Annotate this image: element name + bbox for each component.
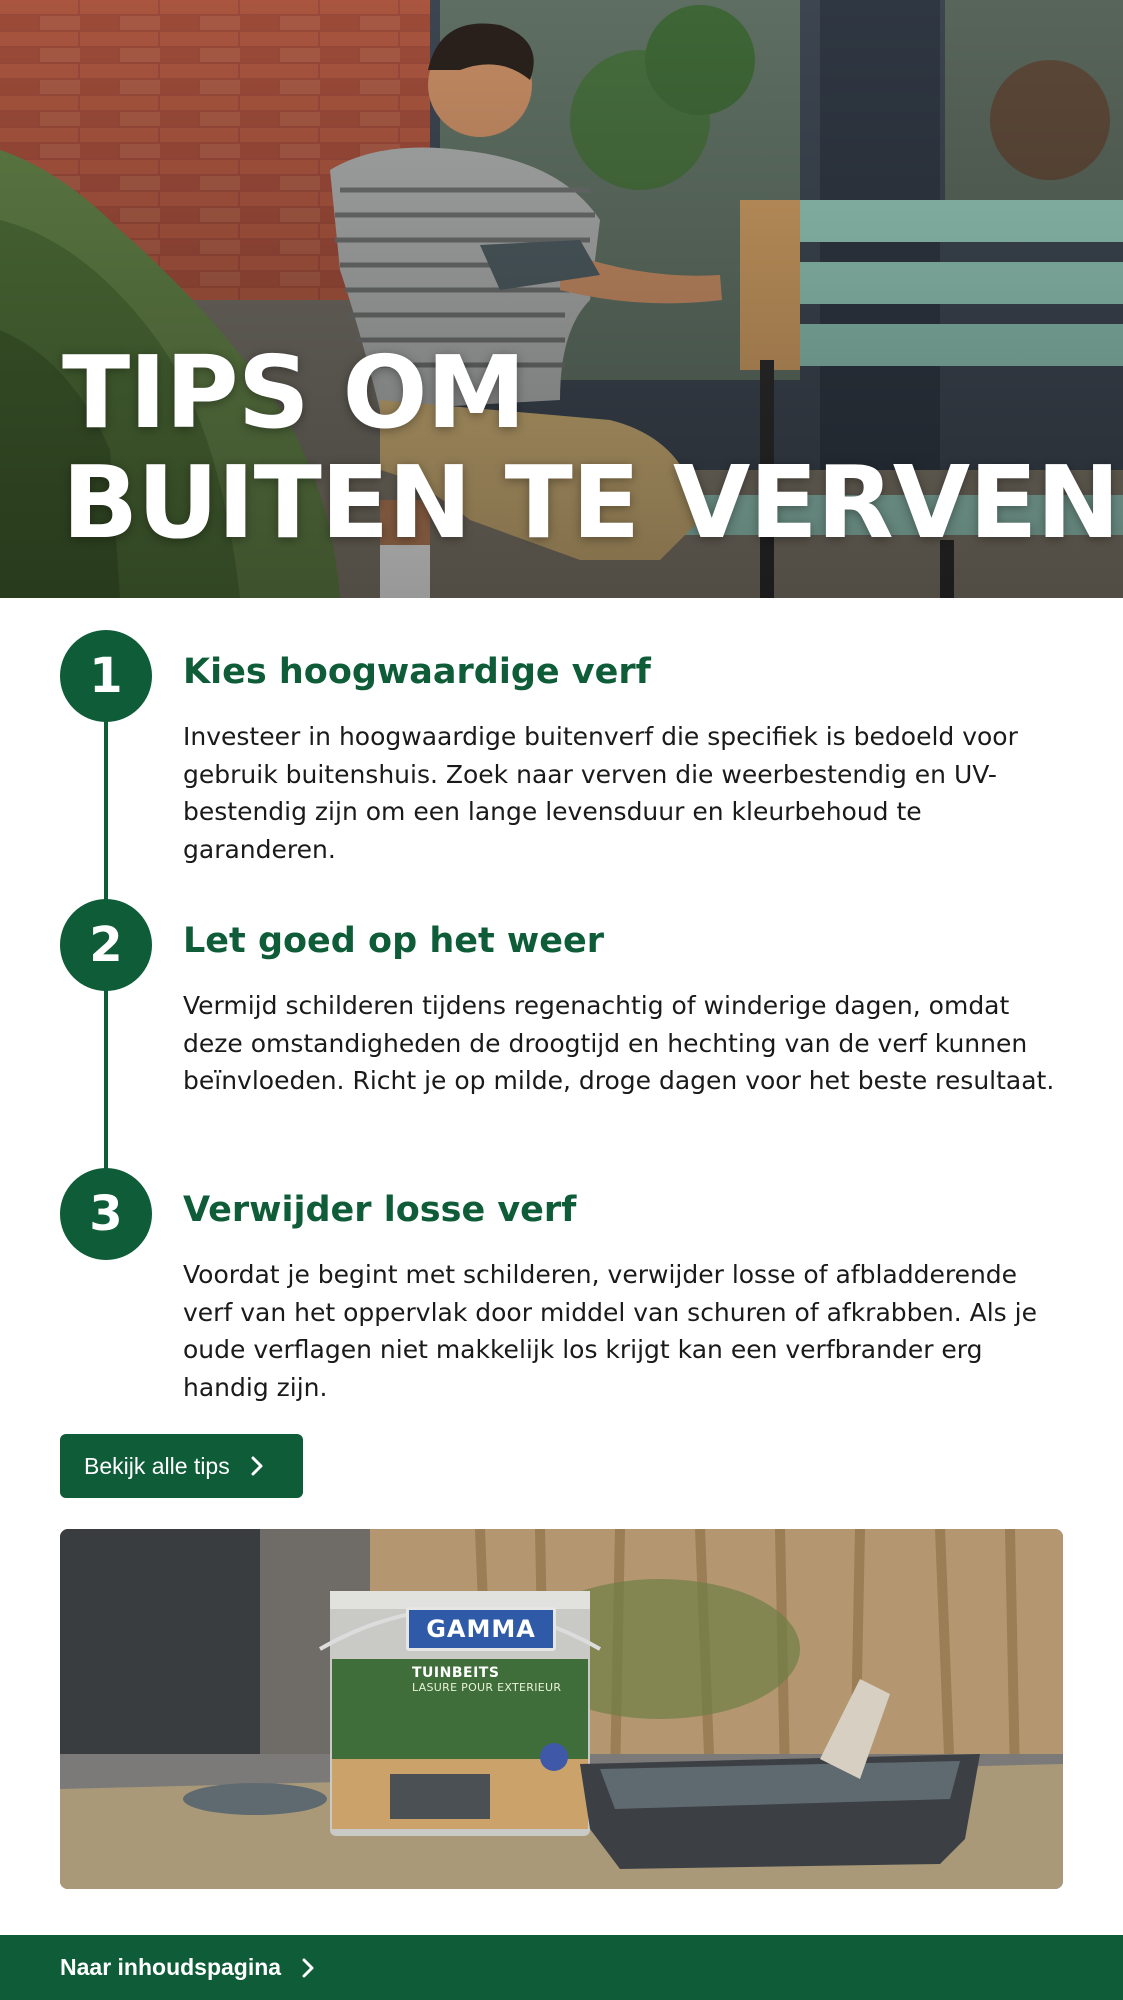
- step-title: Let goed op het weer: [183, 921, 604, 961]
- product-name: TUINBEITS: [412, 1665, 500, 1681]
- step-description: Vermijd schilderen tijdens regenachtig of winderige dagen, omdat deze omstandigheden de droogtijd en hechting van de verf kunnen beïnvloeden. Richt je op milde, droge dagen voor het beste resultaat.: [183, 991, 1055, 1095]
- step-number-badge: 1: [60, 630, 152, 722]
- hero-title: [62, 334, 1120, 561]
- chevron-right-icon: [250, 1455, 264, 1477]
- tips-list: [0, 598, 1123, 1418]
- step-description: Investeer in hoogwaardige buitenverf die specifiek is bedoeld voor gebruik buitenshuis. Zoek naar verven die weerbestendig en UV-bestendig zijn om een lange levensduur en kleurbehoud te garanderen.: [183, 722, 1018, 864]
- product-photo-scene: [60, 1529, 1063, 1889]
- step-description: Voordat je begint met schilderen, verwijder losse of afbladderende verf van het oppervlak door middel van schuren of afkrabben. Als je oude verflagen niet makkelijk los krijgt kan een verfbrander erg handig zijn.: [183, 1260, 1037, 1402]
- view-all-tips-button[interactable]: [60, 1434, 303, 1498]
- step-title: Kies hoogwaardige verf: [183, 652, 651, 692]
- table-of-contents-label: Naar inhoudspagina: [60, 1954, 282, 1980]
- brand-logo: GAMMA: [406, 1607, 556, 1651]
- hero-title-line-2: BUITEN TE VERVEN: [62, 444, 1120, 561]
- step-number-badge: 3: [60, 1168, 152, 1260]
- hero-title-line-1: TIPS OM: [62, 334, 526, 451]
- product-photo: [60, 1529, 1063, 1889]
- view-all-tips-label: Bekijk alle tips: [84, 1452, 230, 1479]
- step-title: Verwijder losse verf: [183, 1190, 577, 1230]
- hero-banner: [0, 0, 1123, 598]
- chevron-right-icon: [301, 1957, 315, 1979]
- step-number-badge: 2: [60, 899, 152, 991]
- product-subtitle: LASURE POUR EXTERIEUR: [412, 1681, 562, 1694]
- table-of-contents-link[interactable]: [0, 1935, 1123, 2000]
